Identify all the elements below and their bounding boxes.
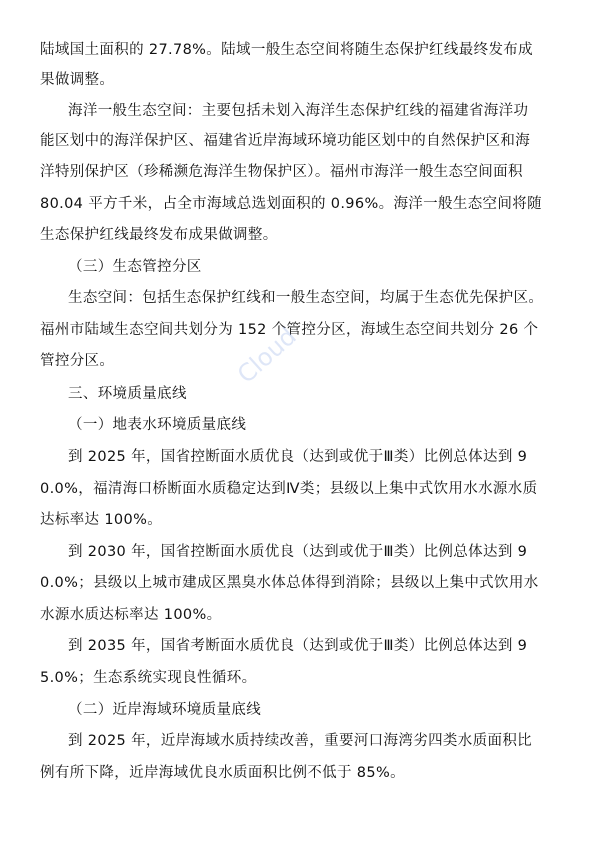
- text-line: 达标率达 100%。: [40, 512, 163, 528]
- text-line: 福州市陆域生态空间共划分为 152 个管控分区，海域生态空间共划分 26 个: [40, 322, 539, 338]
- text-line: 管控分区。: [40, 353, 115, 369]
- paragraph-start: 到 2035 年，国省考断面水质优良（达到或优于Ⅲ类）比例总体达到 9: [68, 638, 528, 654]
- paragraph-start: 到 2025 年，国省控断面水质优良（达到或优于Ⅲ类）比例总体达到 9: [68, 449, 528, 465]
- paragraph-start: 到 2030 年，国省控断面水质优良（达到或优于Ⅲ类）比例总体达到 9: [68, 544, 528, 560]
- paragraph-start: 生态空间：包括生态保护红线和一般生态空间，均属于生态优先保护区。: [68, 290, 544, 306]
- section-heading: （三）生态管控分区: [68, 259, 202, 275]
- paragraph-start: 到 2025 年，近岸海域水质持续改善，重要河口海湾劣四类水质面积比: [68, 733, 533, 749]
- text-line: 果做调整。: [40, 72, 115, 88]
- text-line: 例有所下降，近岸海域优良水质面积比例不低于 85%。: [40, 765, 405, 781]
- text-line: 陆域国土面积的 27.78%。陆域一般生态空间将随生态保护红线最终发布成: [40, 42, 533, 58]
- watermark: Cloud: [232, 322, 302, 389]
- text-line: 5.0%；生态系统实现良性循环。: [40, 670, 257, 686]
- chapter-heading: 三、环境质量底线: [68, 386, 187, 402]
- section-heading: （二）近岸海域环境质量底线: [68, 702, 262, 718]
- text-line: 0.0%；县级以上城市建成区黑臭水体总体得到消除；县级以上集中式饮用水: [40, 575, 539, 591]
- text-line: 0.0%，福清海口桥断面水质稳定达到Ⅳ类；县级以上集中式饮用水水源水质: [40, 481, 538, 497]
- paragraph-start: 海洋一般生态空间：主要包括未划入海洋生态保护红线的福建省海洋功: [68, 103, 529, 119]
- text-line: 能区划中的海洋保护区、福建省近岸海域环境功能区划中的自然保护区和海: [40, 133, 531, 149]
- text-line: 水源水质达标率达 100%。: [40, 607, 222, 623]
- text-line: 洋特别保护区（珍稀濒危海洋生物保护区）。福州市海洋一般生态空间面积: [40, 164, 523, 180]
- text-line: 生态保护红线最终发布成果做调整。: [40, 227, 278, 243]
- section-heading: （一）地表水环境质量底线: [68, 417, 247, 433]
- text-line: 80.04 平方千米，占全市海域总选划面积的 0.96%。海洋一般生态空间将随: [40, 196, 542, 212]
